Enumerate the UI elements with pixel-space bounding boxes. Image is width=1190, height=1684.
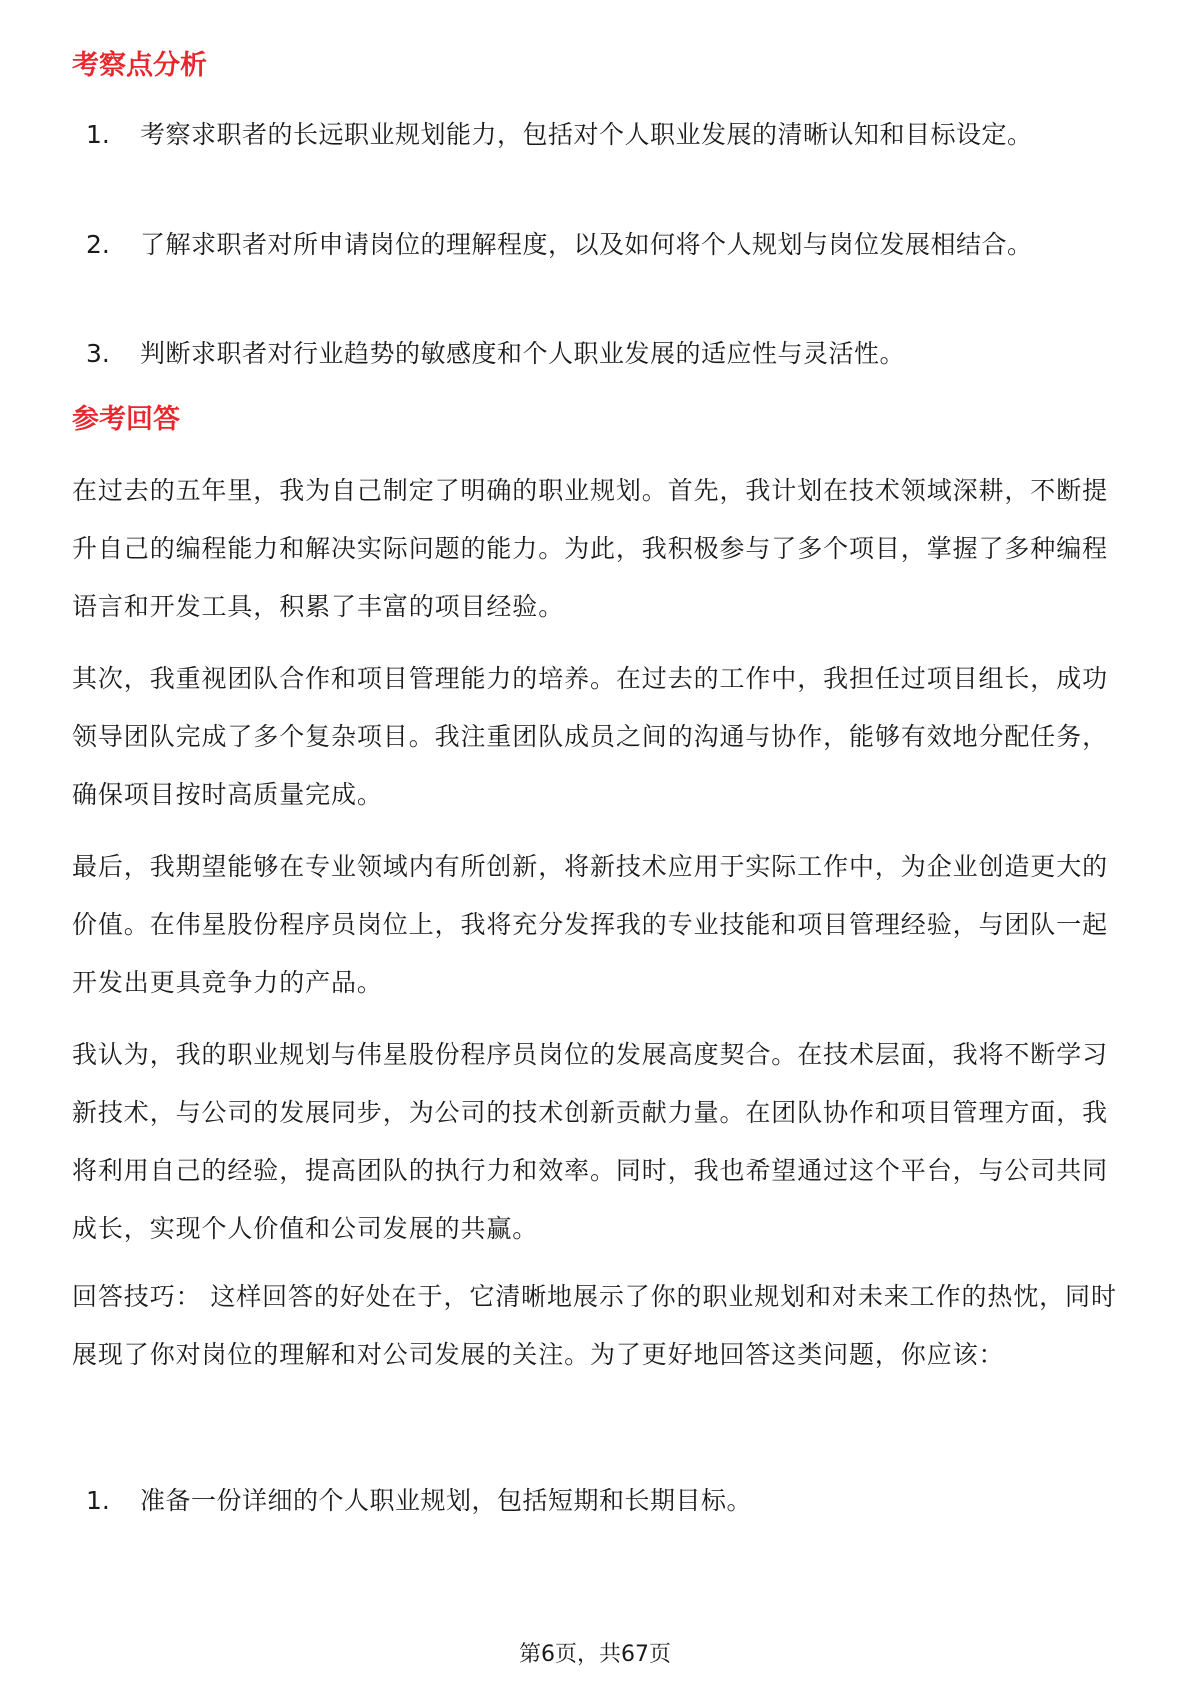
list-text: 考察求职者的长远职业规划能力，包括对个人职业发展的清晰认知和目标设定。 [140,120,1033,149]
list-text: 判断求职者对行业趋势的敏感度和个人职业发展的适应性与灵活性。 [140,339,906,368]
page-number-footer: 第6页，共67页 [519,1642,671,1667]
tips-list-item [86,1472,1116,1530]
analysis-list-item [86,216,1116,274]
answer-paragraph: 最后，我期望能够在专业领域内有所创新，将新技术应用于实际工作中，为企业创造更大的价值。在伟星股份程序员岗位上，我将充分发挥我的专业技能和项目管理经验，与团队一起开发出更具竞争力的产品。 [72,852,1109,997]
list-number: 1. [86,120,110,149]
list-text: 了解求职者对所申请岗位的理解程度，以及如何将个人规划与岗位发展相结合。 [140,230,1033,259]
answer-paragraph: 在过去的五年里，我为自己制定了明确的职业规划。首先，我计划在技术领域深耕，不断提升自己的编程能力和解决实际问题的能力。为此，我积极参与了多个项目，掌握了多种编程语言和开发工具，积累了丰富的项目经验。 [72,476,1109,621]
analysis-list-item [86,325,1116,383]
list-number: 2. [86,230,110,259]
analysis-list-item [86,106,1116,164]
list-number: 1. [86,1486,110,1515]
answer-heading: 参考回答 [72,404,180,435]
answer-paragraph: 我认为，我的职业规划与伟星股份程序员岗位的发展高度契合。在技术层面，我将不断学习新技术，与公司的发展同步，为公司的技术创新贡献力量。在团队协作和项目管理方面，我将利用自己的经验，提高团队的执行力和效率。同时，我也希望通过这个平台，与公司共同成长，实现个人价值和公司发展的共赢。 [72,1040,1109,1243]
answer-paragraph: 其次，我重视团队合作和项目管理能力的培养。在过去的工作中，我担任过项目组长，成功领导团队完成了多个复杂项目。我注重团队成员之间的沟通与协作，能够有效地分配任务，确保项目按时高质量完成。 [72,664,1109,809]
list-number: 3. [86,339,110,368]
analysis-heading: 考察点分析 [72,50,207,81]
answer-tips-paragraph: 回答技巧： 这样回答的好处在于，它清晰地展示了你的职业规划和对未来工作的热忱，同时展现了你对岗位的理解和对公司发展的关注。为了更好地回答这类问题，你应该： [72,1282,1117,1369]
list-text: 准备一份详细的个人职业规划，包括短期和长期目标。 [140,1486,753,1515]
